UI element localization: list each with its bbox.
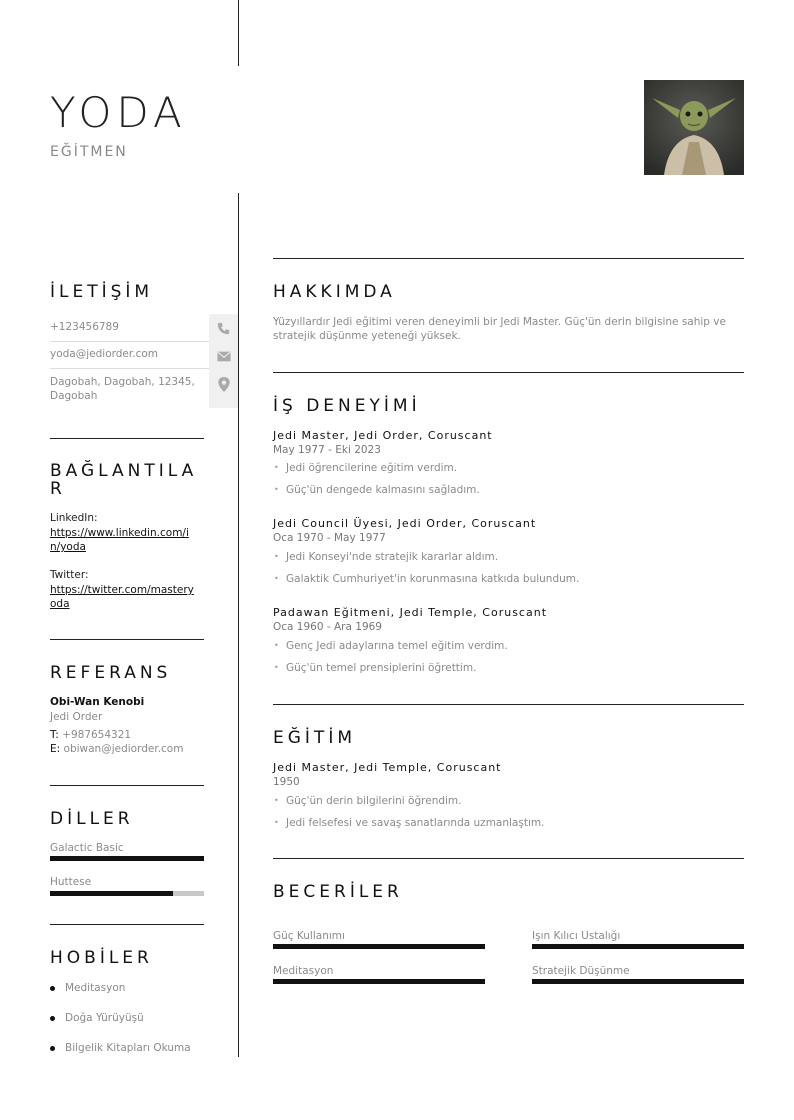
section-divider bbox=[273, 258, 744, 259]
skill-name: Stratejik Düşünme bbox=[532, 965, 630, 977]
twitter-link[interactable] bbox=[50, 583, 194, 611]
job-date: Oca 1960 - Ara 1969 bbox=[273, 621, 382, 633]
reference-name: Obi-Wan Kenobi bbox=[50, 696, 145, 708]
bullet-icon: • bbox=[274, 641, 279, 650]
bullet-icon: • bbox=[274, 818, 279, 827]
language-level-bar bbox=[50, 856, 204, 861]
language-level-bar bbox=[50, 891, 173, 896]
job-bullet: Jedi Konseyi'nde stratejik kararlar aldım. bbox=[286, 551, 499, 563]
bullet-icon: • bbox=[274, 552, 279, 561]
reference-email-row bbox=[50, 742, 183, 756]
job-date: May 1977 - Eki 2023 bbox=[273, 444, 381, 456]
contact-heading: İLETİŞİM bbox=[50, 282, 154, 302]
contact-phone[interactable]: +123456789 bbox=[50, 321, 119, 333]
language-name: Galactic Basic bbox=[50, 842, 124, 854]
language-name: Huttese bbox=[50, 876, 92, 888]
skill-name: Meditasyon bbox=[273, 965, 334, 977]
job-title: Padawan Eğitmeni, Jedi Temple, Coruscant bbox=[273, 606, 548, 619]
profile-photo bbox=[644, 80, 744, 175]
links-heading-line2: R bbox=[50, 479, 66, 499]
top-divider-line bbox=[238, 0, 239, 66]
references-heading: REFERANS bbox=[50, 663, 172, 683]
about-heading: HAKKIMDA bbox=[273, 282, 396, 302]
bullet-icon bbox=[50, 1046, 55, 1051]
linkedin-link-line1[interactable]: https://www.linkedin.com/i bbox=[50, 527, 189, 539]
phone-icon bbox=[209, 314, 238, 342]
links-heading bbox=[50, 462, 197, 498]
bullet-icon: • bbox=[274, 485, 279, 494]
about-text-line2: stratejik düşünme yeteneği yüksek. bbox=[273, 330, 461, 342]
contact-email[interactable]: yoda@jediorder.com bbox=[50, 348, 158, 360]
skill-name: Güç Kullanımı bbox=[273, 930, 345, 942]
hobby-item: Bilgelik Kitapları Okuma bbox=[65, 1042, 191, 1054]
section-divider bbox=[273, 372, 744, 373]
linkedin-label: LinkedIn: bbox=[50, 512, 98, 524]
reference-email-label: E: bbox=[50, 743, 61, 755]
location-pin-icon bbox=[209, 370, 238, 398]
about-text bbox=[273, 315, 744, 343]
job-bullet: Galaktik Cumhuriyet'in korunmasına katkıda bulundum. bbox=[286, 573, 580, 585]
bullet-icon: • bbox=[274, 574, 279, 583]
twitter-link-line2[interactable]: oda bbox=[50, 598, 70, 610]
job-bullet: Genç Jedi adaylarına temel eğitim verdim. bbox=[286, 640, 508, 652]
bullet-icon: • bbox=[274, 463, 279, 472]
job-date: Oca 1970 - May 1977 bbox=[273, 532, 386, 544]
hobby-item: Meditasyon bbox=[65, 982, 126, 994]
reference-phone-row bbox=[50, 728, 131, 742]
education-bullet: Jedi felsefesi ve savaş sanatlarında uzmanlaştım. bbox=[286, 817, 545, 829]
hobby-item: Doğa Yürüyüşü bbox=[65, 1012, 144, 1024]
section-divider bbox=[50, 785, 204, 786]
bullet-icon: • bbox=[274, 796, 279, 805]
contact-divider bbox=[50, 368, 209, 369]
education-heading: EĞİTİM bbox=[273, 728, 356, 748]
reference-email[interactable]: obiwan@jediorder.com bbox=[63, 743, 184, 755]
sidebar-divider-line bbox=[238, 193, 239, 1057]
job-title: Jedi Council Üyesi, Jedi Order, Coruscant bbox=[273, 517, 537, 530]
person-title: EĞİTMEN bbox=[50, 144, 128, 160]
job-bullet: Jedi öğrencilerine eğitim verdim. bbox=[286, 462, 458, 474]
languages-heading: DİLLER bbox=[50, 809, 134, 829]
skills-heading: BECERİLER bbox=[273, 882, 403, 902]
section-divider bbox=[50, 639, 204, 640]
mail-icon bbox=[209, 342, 238, 370]
experience-heading: İŞ DENEYİMİ bbox=[273, 396, 421, 416]
reference-phone-label: T: bbox=[50, 729, 59, 741]
education-bullet: Güç'ün derin bilgilerini öğrendim. bbox=[286, 795, 462, 807]
skill-level-bar bbox=[273, 944, 485, 949]
section-divider bbox=[50, 438, 204, 439]
links-heading-line1: BAĞLANTILA bbox=[50, 461, 198, 481]
person-name: YODA bbox=[50, 88, 187, 137]
linkedin-link-line2[interactable]: n/yoda bbox=[50, 541, 86, 553]
linkedin-link[interactable] bbox=[50, 526, 189, 554]
section-divider bbox=[273, 704, 744, 705]
skill-level-bar bbox=[532, 979, 744, 984]
twitter-link-line1[interactable]: https://twitter.com/mastery bbox=[50, 584, 194, 596]
education-date: 1950 bbox=[273, 776, 300, 788]
reference-org: Jedi Order bbox=[50, 711, 103, 723]
hobbies-heading: HOBİLER bbox=[50, 948, 153, 968]
bullet-icon bbox=[50, 986, 55, 991]
education-title: Jedi Master, Jedi Temple, Coruscant bbox=[273, 761, 502, 774]
about-text-line1: Yüzyıllardır Jedi eğitimi veren deneyimli bir Jedi Master. Güç'ün derin bilgisine sahip ve bbox=[273, 316, 726, 328]
job-bullet: Güç'ün temel prensiplerini öğrettim. bbox=[286, 662, 477, 674]
job-bullet: Güç'ün dengede kalmasını sağladım. bbox=[286, 484, 480, 496]
bullet-icon: • bbox=[274, 663, 279, 672]
reference-phone[interactable]: +987654321 bbox=[62, 729, 132, 741]
section-divider bbox=[273, 858, 744, 859]
skill-level-bar bbox=[532, 944, 744, 949]
bullet-icon bbox=[50, 1016, 55, 1021]
twitter-label: Twitter: bbox=[50, 569, 89, 581]
skill-level-bar bbox=[273, 979, 485, 984]
skill-name: Işın Kılıcı Ustalığı bbox=[532, 930, 621, 942]
contact-address: Dagobah, Dagobah, 12345, Dagobah bbox=[50, 376, 195, 402]
contact-divider bbox=[50, 341, 209, 342]
job-title: Jedi Master, Jedi Order, Coruscant bbox=[273, 429, 493, 442]
section-divider bbox=[50, 924, 204, 925]
